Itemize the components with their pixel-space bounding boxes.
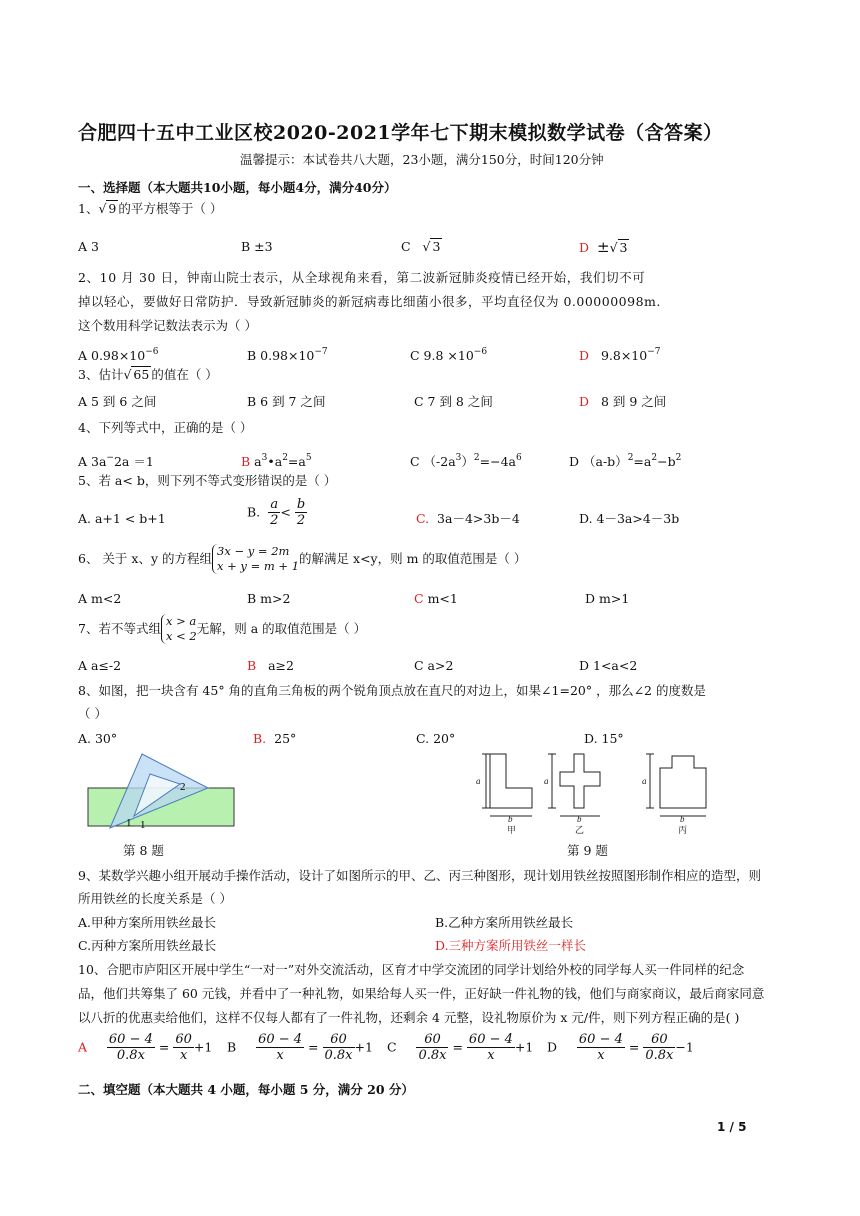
question-2-line-1: 2、10 月 30 日，钟南山院士表示，从全球视角来看，第二波新冠肺炎疫情已经开始，我们切不可: [78, 270, 646, 285]
question-10-line-3: 以八折的优惠卖给他们，这样不仅每人都有了一件礼物，还剩余 4 元整，设礼物原价为 x 元/件，则下列方程正确的是( ): [78, 1010, 740, 1025]
jia-a-label: a: [476, 776, 481, 786]
section-1-heading: 一、选择题（本大题共10小题，每小题4分，满分40分）: [78, 180, 397, 195]
angle-2-label: 2: [180, 781, 186, 793]
question-1: 1、√ 9 的平方根等于（ ）: [78, 201, 223, 216]
q4-option-c: C $(-2a^3)^2=-4a^6$: [410, 453, 522, 469]
question-9-line-2: 所用铁丝的长度关系是（ ）: [78, 891, 232, 906]
q4-option-b: B $a^3•a^2=a^5$: [241, 453, 312, 469]
page-title: 合肥四十五中工业区校2020-2021学年七下期末模拟数学试卷（含答案）: [78, 122, 723, 144]
q2-option-d: D $9.8\times 10^{-7}$: [579, 347, 661, 363]
figure-8-ruler-triangle: [84, 748, 244, 832]
bing-b-label: b: [680, 814, 685, 824]
q6-option-a: A m<2: [78, 591, 122, 606]
q9-option-a: A.甲种方案所用铁丝最长: [78, 915, 217, 930]
angle-1-label-b: 1: [140, 819, 146, 831]
question-3: 3、估计√ 65 的值在（ ）: [78, 367, 218, 382]
jia-label: 甲: [507, 826, 517, 836]
q10-option-a: A $\frac{60 - 4}{0.8x}$ = $\frac{60}{x}$ +1: [78, 1032, 213, 1063]
q8-option-a: A. 30°: [78, 731, 118, 746]
bing-label: 丙: [678, 826, 688, 836]
q6-option-b: B m>2: [247, 591, 291, 606]
q5-option-c: C. 3a－4>3b－4: [416, 511, 520, 526]
q7-option-a: A a≤-2: [78, 658, 122, 673]
q1-option-c: C √ 3: [401, 239, 441, 254]
q3-option-c: C 7 到 8 之间: [414, 394, 493, 409]
q8-option-b: B. 25°: [253, 731, 297, 746]
q1-option-d: D ±√ 3: [579, 238, 628, 256]
q10-option-b: B $\frac{60 - 4}{x}$ = $\frac{60}{0.8x}$ +1: [227, 1032, 373, 1063]
question-10-line-2: 品，他们共筹集了 60 元钱，并看中了一种礼物，如果给每人买一件，正好缺一件礼物的钱，他们与商家商议，最后商家同意: [78, 986, 765, 1001]
section-2-heading: 二、填空题（本大题共 4 小题，每小题 5 分，满分 20 分）: [78, 1082, 414, 1097]
yi-b-label: b: [577, 814, 582, 824]
q9-option-c: C.丙种方案所用铁丝最长: [78, 938, 217, 953]
q7-option-c: C a>2: [414, 658, 454, 673]
question-6: 6、 关于 x、y 的方程组 3x − y = 2m x + y = m + 1 的解满足 x<y，则 m 的取值范围是（ ）: [78, 544, 527, 573]
q5-option-a: A. a+1 < b+1: [78, 511, 166, 526]
q10-option-d: D $\frac{60 - 4}{x}$ = $\frac{60}{0.8x}$ −1: [547, 1032, 694, 1063]
question-8-line-1: 8、如图，把一块含有 45° 角的直角三角板的两个锐角顶点放在直尺的对边上，如果∠1=20° ，那么∠2 的度数是: [78, 683, 706, 698]
question-5: 5、若 a< b，则下列不等式变形错误的是（ ）: [78, 473, 337, 488]
q2-option-a: A $0.98\times 10^{-6}$: [78, 347, 159, 363]
jia-shape: [490, 754, 532, 808]
q8-option-c: C. 20°: [416, 731, 456, 746]
q3-option-d: D 8 到 9 之间: [579, 394, 667, 409]
q9-option-b: B.乙种方案所用铁丝最长: [435, 915, 574, 930]
figure-9-shapes: [460, 748, 730, 840]
jia-b-label: b: [508, 814, 513, 824]
yi-a-label: a: [544, 776, 549, 786]
question-9-line-1: 9、某数学兴趣小组开展动手操作活动，设计了如图所示的甲、乙、丙三种图形，现计划用铁丝按照图形制作相应的造型，则: [78, 868, 761, 883]
q3-option-a: A 5 到 6 之间: [78, 394, 157, 409]
q10-option-c: C $\frac{60}{0.8x}$ = $\frac{60 - 4}{x}$ +1: [387, 1032, 534, 1063]
question-4: 4、下列等式中，正确的是（ ）: [78, 420, 253, 435]
bing-a-label: a: [642, 776, 647, 786]
q1-option-a: A 3: [78, 239, 99, 254]
q4-option-a: A 3a−2a ＝1: [78, 453, 154, 469]
yi-label: 乙: [575, 826, 585, 836]
question-8-line-2: （ ）: [78, 706, 107, 721]
q9-option-d: D.三种方案所用铁丝一样长: [435, 938, 587, 953]
q8-option-d: D. 15°: [584, 731, 624, 746]
exam-tip: 温馨提示：本试卷共八大题，23小题，满分150分，时间120分钟: [240, 152, 604, 167]
q5-option-d: D. 4－3a>4－3b: [579, 511, 680, 526]
q5-option-b: B. $\frac{a}{2}$ < $\frac{b}{2}$: [247, 497, 306, 528]
yi-shape: [560, 754, 600, 808]
q7-option-b: B a≥2: [247, 658, 294, 673]
bing-shape: [660, 756, 706, 808]
q1-option-b: B ±3: [241, 239, 273, 254]
figure-9-caption: 第 9 题: [567, 843, 608, 858]
q7-option-d: D 1<a<2: [579, 658, 638, 673]
figure-8-caption: 第 8 题: [123, 843, 164, 858]
question-10-line-1: 10、合肥市庐阳区开展中学生“一对一”对外交流活动，区育才中学交流团的同学计划给外校的同学每人买一件同样的纪念: [78, 962, 745, 977]
q6-option-c: C m<1: [414, 591, 458, 606]
q4-option-d: D $(a-b)^2=a^2-b^2$: [569, 453, 682, 469]
question-7: 7、若不等式组 x > a x < 2 无解，则 a 的取值范围是（ ）: [78, 614, 367, 643]
q3-option-b: B 6 到 7 之间: [247, 394, 326, 409]
q6-option-d: D m>1: [585, 591, 630, 606]
question-2-line-3: 这个数用科学记数法表示为（ ）: [78, 318, 257, 333]
question-2-line-2: 掉以轻心，要做好日常防护．导致新冠肺炎的新冠病毒比细菌小很多，平均直径仅为 0.00000098m.: [78, 294, 661, 309]
page-number: 1 / 5: [717, 1120, 747, 1134]
q2-option-b: B $0.98\times 10^{-7}$: [247, 347, 328, 363]
angle-1-label: 1: [126, 817, 132, 829]
q2-option-c: C $9.8 \times 10^{-6}$: [410, 347, 488, 363]
